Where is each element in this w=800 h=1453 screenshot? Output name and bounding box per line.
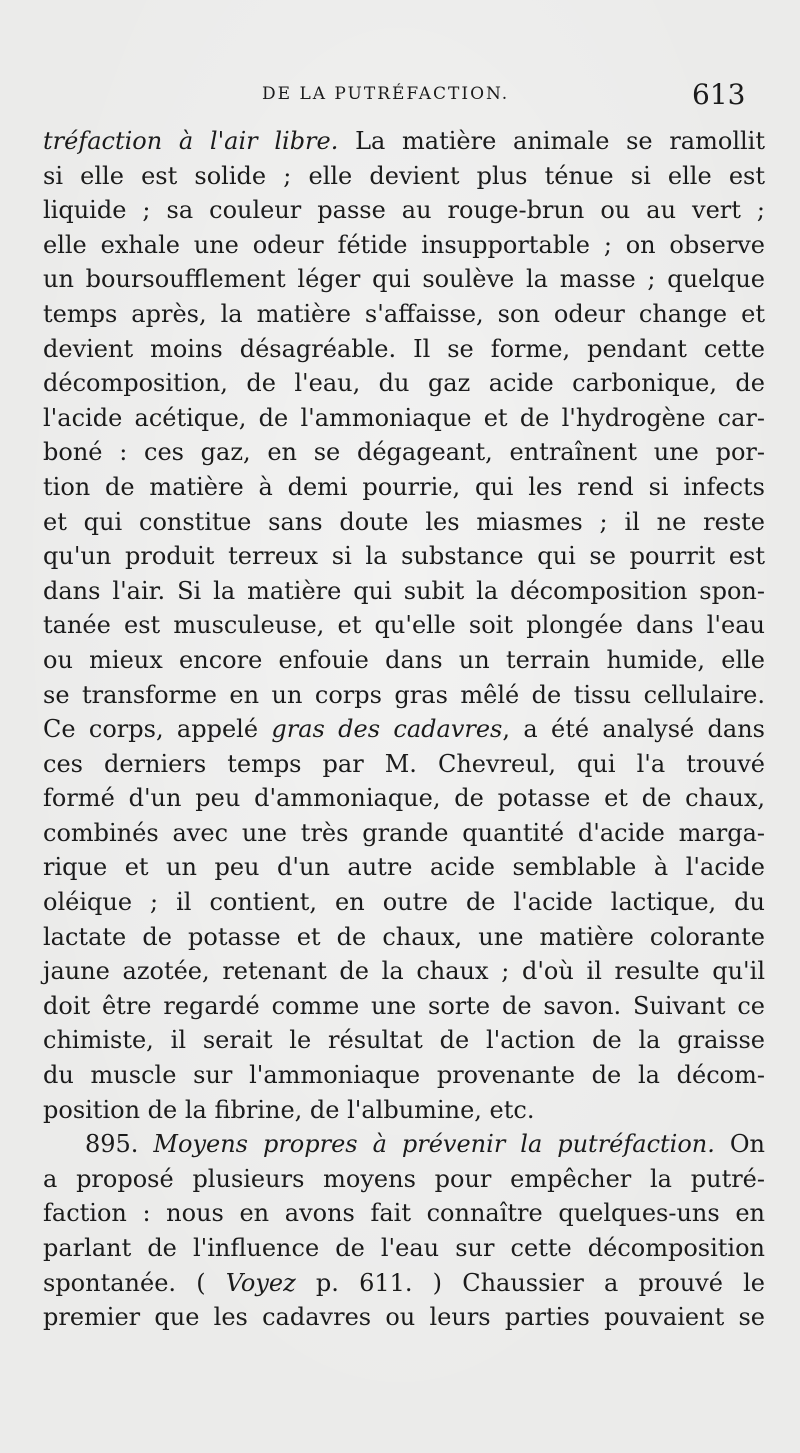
text-line: [43, 643, 765, 678]
text-segment: si elle est solide ; elle devient plus ténue si elle est: [43, 161, 765, 190]
text-segment: jaune azotée, retenant de la chaux ; d'où il resulte qu'il: [43, 957, 765, 986]
text-line: [43, 193, 765, 228]
text-segment: spontanée. (: [43, 1268, 226, 1297]
page-number: 613: [692, 78, 746, 111]
text-segment: qu'un produit terreux si la substance qui se pourrit est: [43, 542, 765, 571]
text-segment: liquide ; sa couleur passe au rouge-brun ou au vert ;: [43, 196, 765, 225]
text-segment: un boursoufflement léger qui soulève la masse ; quelque: [43, 265, 765, 294]
text-line: [43, 1266, 765, 1301]
text-line: [43, 1093, 765, 1128]
text-segment: oléique ; il contient, en outre de l'acide lactique, du: [43, 888, 765, 917]
text-line: [43, 1162, 765, 1197]
text-segment: et qui constitue sans doute les miasmes ; il ne reste: [43, 507, 765, 536]
text-line: [43, 781, 765, 816]
text-segment: se transforme en un corps gras mêlé de tissu cellulaire.: [43, 680, 765, 709]
text-line: [43, 816, 765, 851]
text-line: [43, 539, 765, 574]
text-segment: combinés avec une très grande quantité d'acide marga-: [43, 818, 765, 847]
running-title: DE LA PUTRÉFACTION.: [262, 84, 510, 104]
text-line: [43, 332, 765, 367]
text-segment: tion de matière à demi pourrie, qui les rend si infects: [43, 472, 765, 501]
text-segment: p. 611. ) Chaussier a prouvé le: [295, 1268, 765, 1297]
italic-text: gras des cadavres: [271, 715, 503, 744]
text-segment: ou mieux encore enfouie dans un terrain humide, elle: [43, 645, 765, 674]
text-line: [43, 435, 765, 470]
text-line: [43, 159, 765, 194]
text-segment: lactate de potasse et de chaux, une matière colorante: [43, 922, 765, 951]
text-line: [43, 574, 765, 609]
text-segment: dans l'air. Si la matière qui subit la décomposition spon-: [43, 576, 765, 605]
text-line: [43, 124, 765, 159]
text-line: [43, 747, 765, 782]
text-segment: La matière animale se ramollit: [338, 127, 765, 155]
text-segment: tanée est musculeuse, et qu'elle soit plongée dans l'eau: [43, 611, 765, 640]
text-line: [43, 678, 765, 713]
text-segment: formé d'un peu d'ammoniaque, de potasse et de chaux,: [43, 784, 765, 813]
text-segment: 895.: [85, 1130, 154, 1159]
running-head: [0, 78, 800, 112]
text-line: [43, 712, 765, 747]
text-segment: boné : ces gaz, en se dégageant, entraînent une por-: [43, 438, 765, 467]
text-line: [43, 1196, 765, 1231]
text-segment: devient moins désagréable. Il se forme, pendant cette: [43, 334, 765, 363]
text-line: [43, 262, 765, 297]
text-line: [43, 989, 765, 1024]
text-line: [43, 470, 765, 505]
text-segment: chimiste, il serait le résultat de l'action de la graisse: [43, 1026, 765, 1055]
text-line: [43, 366, 765, 401]
text-segment: décomposition, de l'eau, du gaz acide carbonique, de: [43, 369, 765, 398]
text-line: [43, 228, 765, 263]
text-segment: a proposé plusieurs moyens pour empêcher la putré-: [43, 1164, 765, 1193]
text-line: [43, 1023, 765, 1058]
text-line: [43, 1231, 765, 1266]
body-text: [43, 124, 765, 1335]
text-line: [43, 297, 765, 332]
text-segment: premier que les cadavres ou leurs parties pouvaient se: [43, 1303, 765, 1332]
text-line: [43, 885, 765, 920]
text-segment: rique et un peu d'un autre acide semblable à l'acide: [43, 853, 765, 882]
text-segment: elle exhale une odeur fétide insupportable ; on observe: [43, 230, 765, 259]
text-segment: temps après, la matière s'affaisse, son odeur change et: [43, 299, 765, 328]
text-segment: doit être regardé comme une sorte de savon. Suivant ce: [43, 991, 765, 1020]
text-segment: faction : nous en avons fait connaître quelques-uns en: [43, 1199, 765, 1228]
text-line: [43, 1058, 765, 1093]
text-segment: parlant de l'influence de l'eau sur cette décomposition: [43, 1234, 765, 1262]
text-segment: Ce corps, appelé: [43, 715, 272, 744]
text-line: [43, 401, 765, 436]
text-line: [43, 954, 765, 989]
text-line: [43, 920, 765, 955]
text-line: [43, 850, 765, 885]
text-line: [43, 608, 765, 643]
italic-text: tréfaction à l'air libre.: [43, 127, 339, 155]
text-line: [43, 1127, 765, 1162]
text-line: [43, 505, 765, 540]
text-segment: du muscle sur l'ammoniaque provenante de la décom-: [43, 1061, 765, 1090]
text-segment: On: [714, 1130, 765, 1159]
text-segment: position de la fibrine, de l'albumine, etc.: [43, 1095, 535, 1124]
text-line: [43, 1300, 765, 1335]
italic-text: Voyez: [225, 1268, 296, 1297]
text-segment: , a été analysé dans: [502, 715, 765, 744]
italic-text: Moyens propres à prévenir la putréfaction.: [153, 1130, 715, 1159]
text-segment: l'acide acétique, de l'ammoniaque et de l'hydrogène car-: [43, 403, 765, 432]
text-segment: ces derniers temps par M. Chevreul, qui l'a trouvé: [43, 749, 765, 778]
